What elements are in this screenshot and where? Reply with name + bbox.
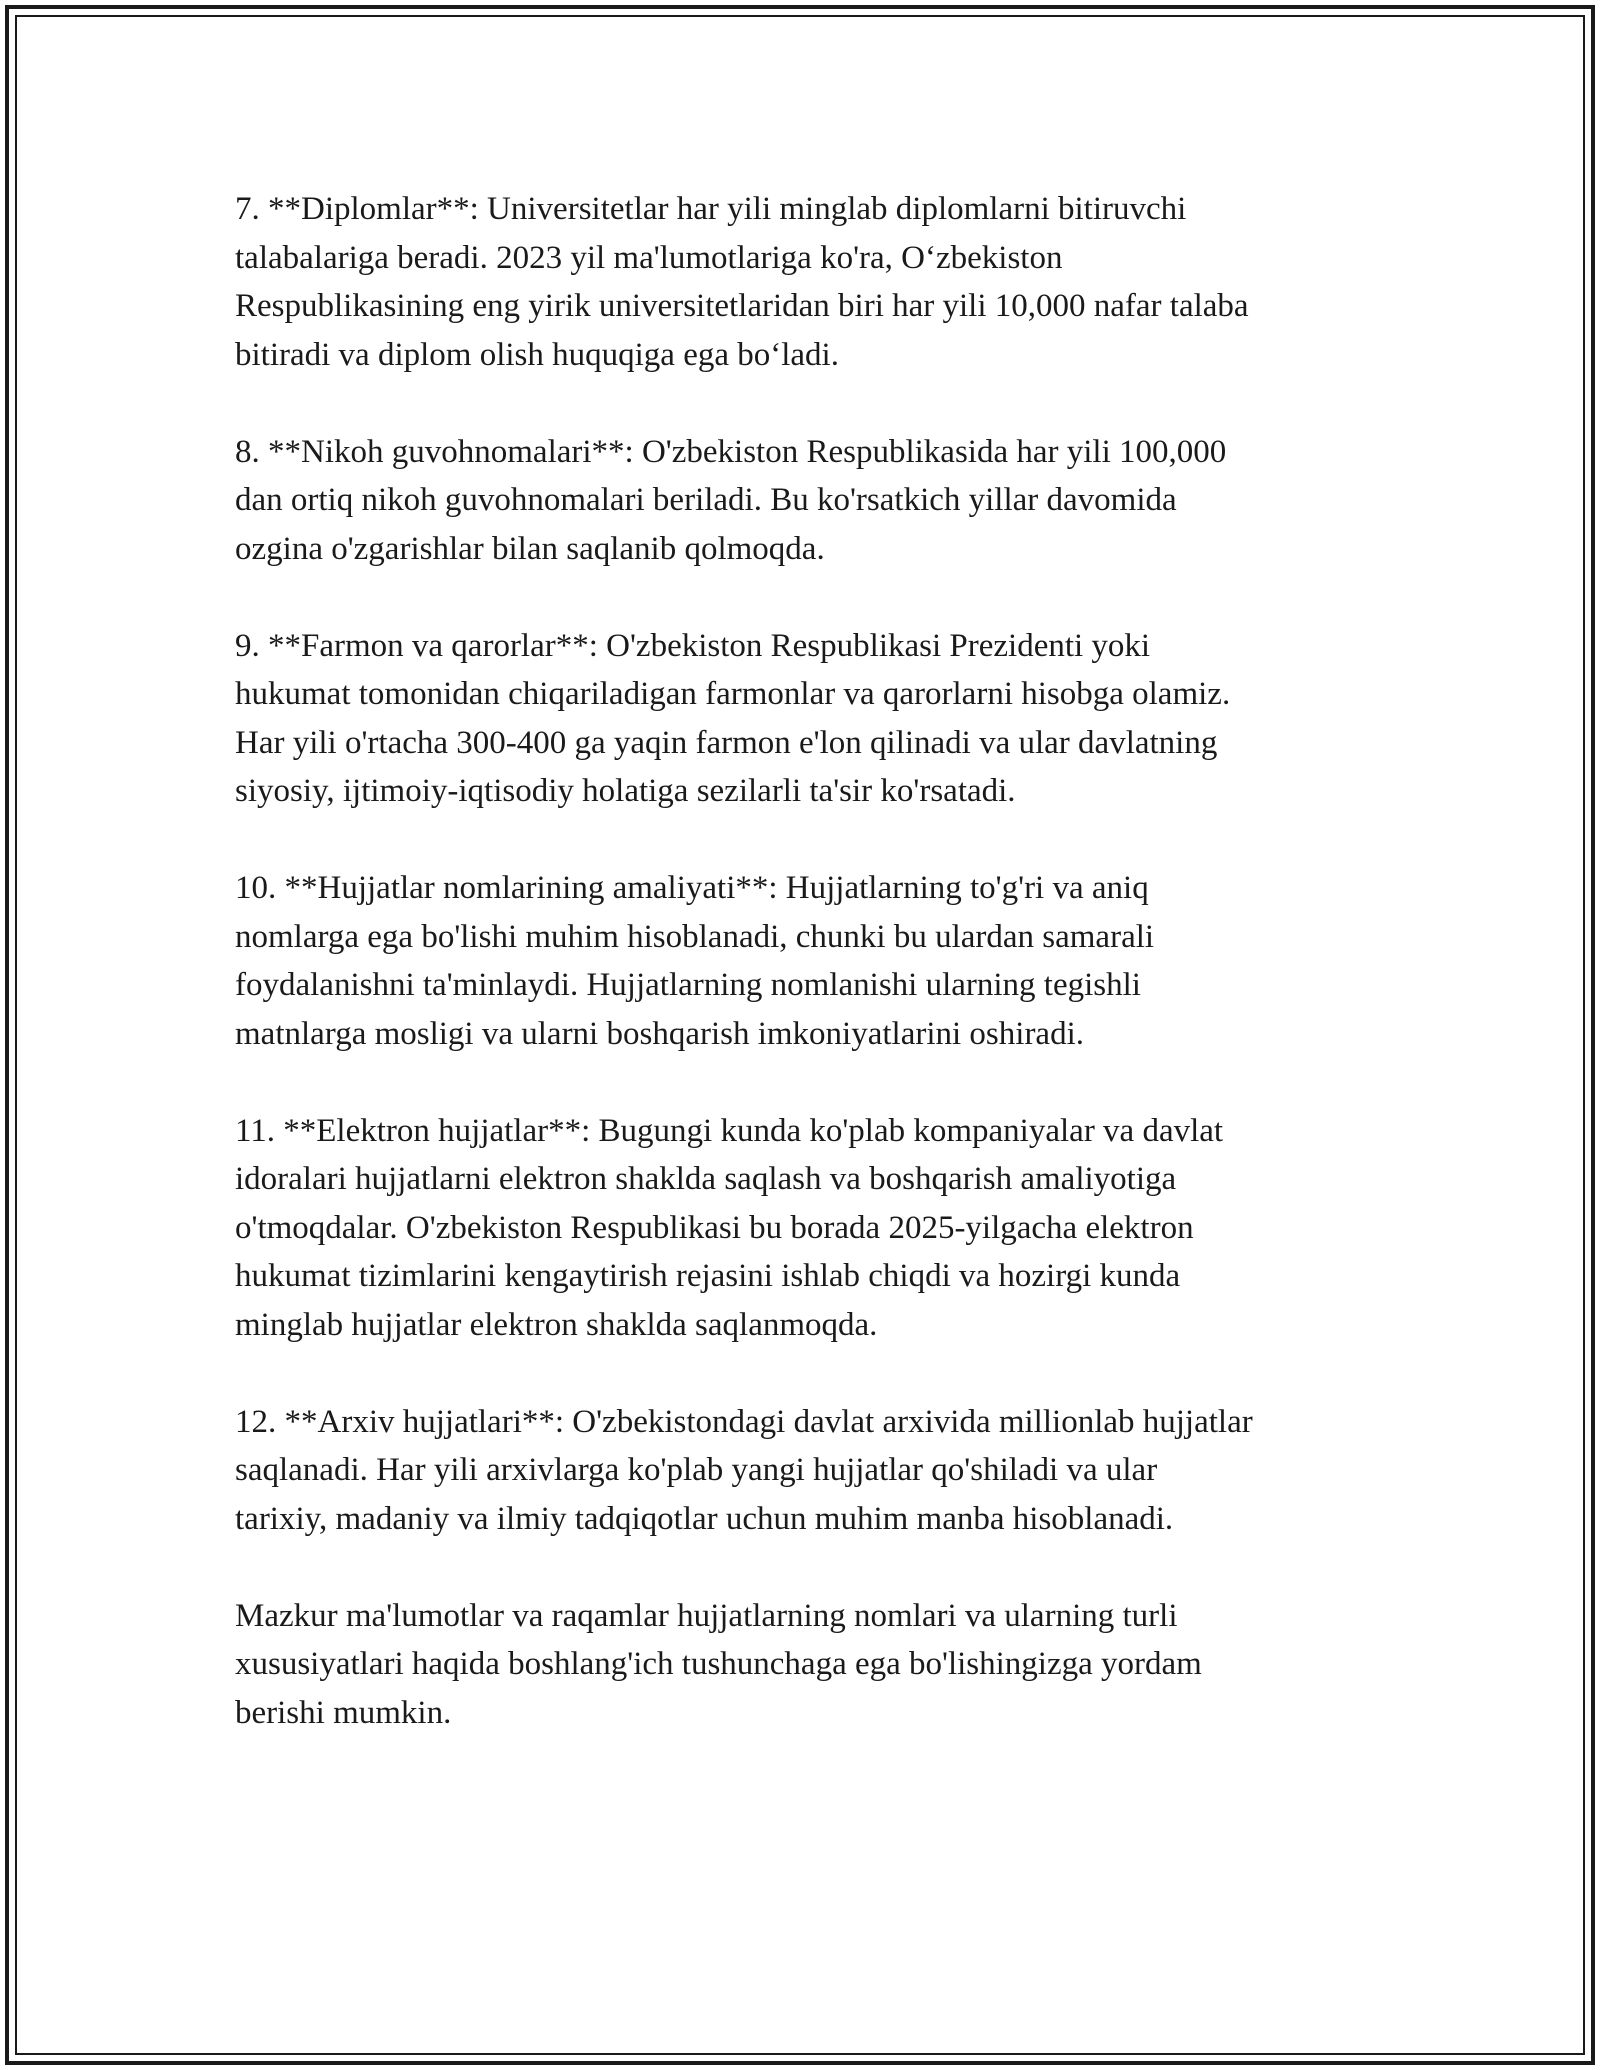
paragraph-elektron-hujjatlar: 11. **Elektron hujjatlar**: Bugungi kunda ko'plab kompaniyalar va davlat idoralari hujjatlarni elektron shaklda saqlash va boshqarish amaliyotiga o'tmoqdalar. O'zbekiston Respublikasi bu borada 2025-yilgacha elektron hukumat tizimlarini kengaytirish rejasini ishlab chiqdi va hozirgi kunda minglab hujjatlar elektron shaklda saqlanmoqda. <box>235 1112 1224 1343</box>
document-body <box>235 185 1375 1737</box>
paragraph-diplomlar: 7. **Diplomlar**: Universitetlar har yili minglab diplomlarni bitiruvchi talabalariga beradi. 2023 yil ma'lumotlariga ko'ra, O‘zbekiston Respublikasining eng yirik universitetlaridan biri har yili 10,000 nafar talaba bitiradi va diplom olish huquqiga ega bo‘ladi. <box>235 191 1249 373</box>
paragraph-arxiv-hujjatlari: 12. **Arxiv hujjatlari**: O'zbekistondagi davlat arxivida millionlab hujjatlar saqlanadi. Har yili arxivlarga ko'plab yangi hujjatlar qo'shiladi va ular tarixiy, madaniy va ilmiy tadqiqotlar uchun muhim manba hisoblanadi. <box>235 1403 1253 1537</box>
paragraph-farmon-va-qarorlar: 9. **Farmon va qarorlar**: O'zbekiston Respublikasi Prezidenti yoki hukumat tomonidan chiqariladigan farmonlar va qarorlarni hisobga olamiz. Har yili o'rtacha 300-400 ga yaqin farmon e'lon qilinadi va ular davlatning siyosiy, ijtimoiy-iqtisodiy holatiga sezilarli ta'sir ko'rsatadi. <box>235 627 1231 809</box>
paragraph-nikoh-guvohnomalari: 8. **Nikoh guvohnomalari**: O'zbekiston Respublikasida har yili 100,000 dan ortiq nikoh guvohnomalari beriladi. Bu ko'rsatkich yillar davomida ozgina o'zgarishlar bilan saqlanib qolmoqda. <box>235 433 1227 567</box>
paragraph-hujjatlar-nomlari: 10. **Hujjatlar nomlarining amaliyati**: Hujjatlarning to'g'ri va aniq nomlarga ega bo'lishi muhim hisoblanadi, chunki bu ulardan samarali foydalanishni ta'minlaydi. Hujjatlarning nomlanishi ularning tegishli matnlarga mosligi va ularni boshqarish imkoniyatlarini oshiradi. <box>235 870 1155 1052</box>
paragraph-conclusion: Mazkur ma'lumotlar va raqamlar hujjatlarning nomlari va ularning turli xususiyatlari haqida boshlang'ich tushunchaga ega bo'lishingizga yordam berishi mumkin. <box>235 1597 1202 1731</box>
